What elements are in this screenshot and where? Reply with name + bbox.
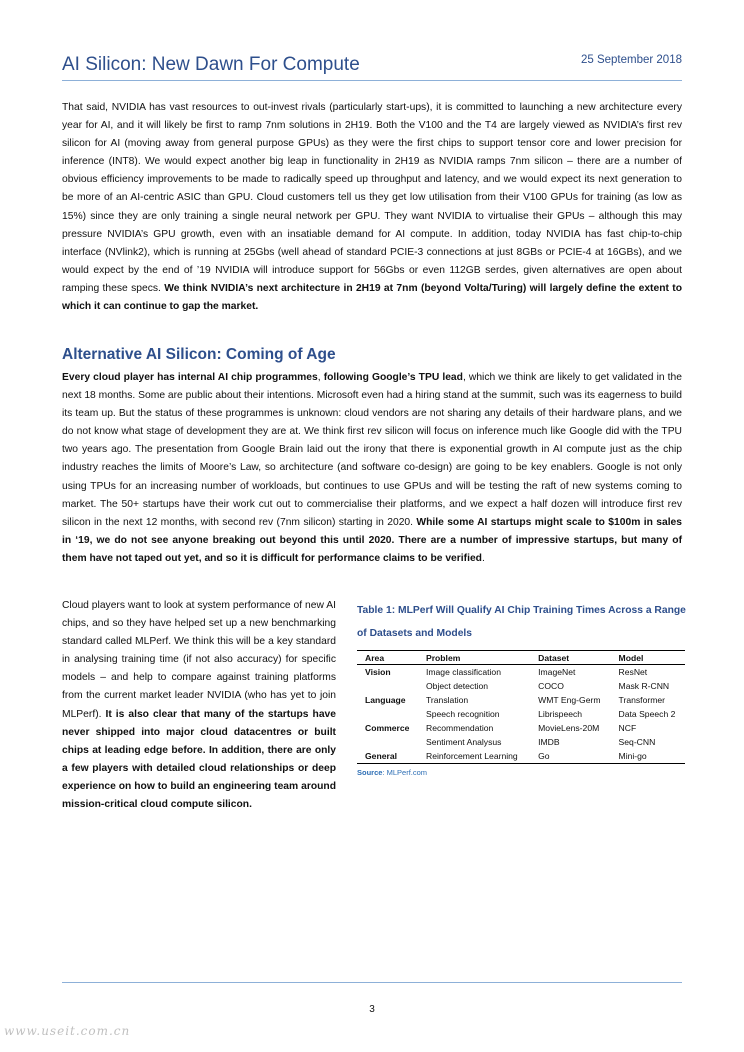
table-row bbox=[357, 721, 685, 735]
cell-problem: Recommendation bbox=[425, 723, 494, 733]
cell-dataset: Librispeech bbox=[538, 709, 583, 719]
cell-area bbox=[357, 679, 418, 693]
header-model: Model bbox=[611, 651, 685, 665]
cell-model: Data Speech 2 bbox=[618, 709, 676, 719]
cell-area: General bbox=[357, 749, 418, 764]
cell-model: Mini-go bbox=[611, 749, 685, 764]
cell-dataset: ImageNet bbox=[538, 667, 576, 677]
table-row bbox=[357, 749, 685, 764]
cell-model: Transformer bbox=[618, 695, 666, 705]
cell-model: Seq-CNN bbox=[618, 737, 656, 747]
source-value: : MLPerf.com bbox=[382, 768, 428, 777]
section-heading: Alternative AI Silicon: Coming of Age bbox=[62, 346, 336, 363]
cell-model: NCF bbox=[618, 723, 637, 733]
cell-dataset: COCO bbox=[538, 681, 564, 691]
cell-model: Mask R-CNN bbox=[618, 681, 670, 691]
cell-dataset: IMDB bbox=[538, 737, 560, 747]
report-date: 25 September 2018 bbox=[580, 54, 682, 66]
table-source bbox=[357, 768, 427, 777]
source-label: Source bbox=[357, 768, 383, 777]
report-title: AI Silicon: New Dawn For Compute bbox=[62, 54, 360, 75]
paragraph-end: . bbox=[481, 552, 485, 564]
paragraph-mlperf bbox=[62, 597, 336, 814]
paragraph-bold: It is also clear that many of the startups have never shipped into major cloud datacentres or built chips at leading edge before. In addition, there are only a few players with detailed cloud relationships or deep experience on how to build an engineering team around mission-critical cloud compute silicon. bbox=[62, 708, 337, 811]
cell-area: Commerce bbox=[365, 723, 410, 733]
paragraph-text: , which we think are likely to get validated in the next 18 months. Some are public about their intentions. Microsoft even had a hiring stand at the summit, such was its eagerness to build its team up. But the status of these programmes is unknown: cloud vendors are not sharing any details of their hardware plans, and we do not know what stage of development they are at. We think first rev silicon will focus on inference much like Google did with the TPU two years ago. The presentation from Google Brain laid out the irony that there is exponential growth in AI compute just as the chip industry reaches the limits of Moore’s Law, so architecture (and software co-design) are going to be key enablers. Google is not only using TPUs for an increasing number of workloads, but continues to use GPUs and will be testing the raft of new systems coming to market. The 50+ startups have their work cut out to commercialise their platforms, and we expect a half dozen will introduce first rev silicon in the next 12 months, with second rev (7nm silicon) starting in 2020. bbox=[62, 372, 682, 528]
mlperf-table bbox=[357, 650, 685, 764]
cell-problem: Image classification bbox=[425, 667, 501, 677]
table-row bbox=[357, 693, 685, 707]
cell-area bbox=[357, 735, 418, 749]
table-title: Table 1: MLPerf Will Qualify AI Chip Training Times Across a Range of Datasets and Models bbox=[357, 605, 686, 639]
cell-problem: Speech recognition bbox=[425, 709, 500, 719]
cell-area bbox=[357, 707, 418, 721]
table-row bbox=[357, 735, 685, 749]
header-area: Area bbox=[357, 651, 418, 665]
header-divider bbox=[62, 80, 682, 81]
paragraph-alternative-silicon bbox=[62, 369, 682, 568]
cell-dataset: MovieLens-20M bbox=[538, 723, 600, 733]
paragraph-text: That said, NVIDIA has vast resources to out-invest rivals (particularly start-ups), it is committed to launching a new architecture every year for AI, and it will likely be first to ramp 7nm solutions in 2H19. Both the V100 and the T4 are largely viewed as NVIDIA’s first rev silicon for AI (moving away from general purpose GPUs) as they were the first chips to support tensor core and lower precision for inference (INT8). We would expect another big leap in functionality in 2H19 as NVIDIA ramps 7nm silicon – there are a number of obvious efficiency improvements to be made to radically speed up throughput and latency, and we would expect its next generation to be more of an AI-centric ASIC than GPU. Cloud customers tell us they get low utilisation from their V100 GPUs for training (as low as 15%) since they are only training a single neural network per GPU. They want NVIDIA to virtualise their GPUs – although this may pressure NVIDIA’s GPU growth, even with an insatiable demand for AI compute. In addition, today NVIDIA has fast chip-to-chip interface (NVlink2), which is running at 25Gbs (well ahead of standard PCIE-3 connections at just 8GBs or PCIE-4 at 16GBs), and we would expect by the end of ’19 NVIDIA will introduce support for 56Gbs or even 112GB serdes, given alternatives are open about ramping these specs. bbox=[62, 102, 682, 294]
paragraph-bold-lead: Every cloud player has internal AI chip programmes bbox=[62, 372, 318, 383]
paragraph-bold-tpu: following Google’s TPU lead bbox=[323, 372, 463, 383]
cell-problem: Object detection bbox=[425, 681, 489, 691]
paragraph-nvidia bbox=[62, 99, 682, 316]
footer-divider bbox=[62, 982, 682, 983]
cell-problem: Reinforcement Learning bbox=[418, 749, 530, 764]
cell-problem: Translation bbox=[425, 695, 469, 705]
page-number: 3 bbox=[369, 1004, 375, 1015]
watermark: www.useit.com.cn bbox=[4, 1024, 131, 1038]
cell-dataset: Go bbox=[530, 749, 610, 764]
header-problem: Problem bbox=[418, 651, 530, 665]
header-dataset: Dataset bbox=[530, 651, 610, 665]
table-row bbox=[357, 665, 685, 680]
cell-model: ResNet bbox=[618, 667, 648, 677]
paragraph-bold: We think NVIDIA’s next architecture in 2H19 at 7nm (beyond Volta/Turing) will largely define the extent to which it can continue to gap the market. bbox=[62, 282, 683, 313]
cell-area: Vision bbox=[365, 667, 391, 677]
paragraph-text: Cloud players want to look at system performance of new AI chips, and so they have helped set up a new benchmarking standard called MLPerf. We think this will be a key standard in analysing training time (if not also accuracy) for specific models – and help to compare against training platforms from the current market leader NVIDIA (who has yet to join MLPerf). bbox=[62, 600, 336, 720]
table-row bbox=[357, 679, 685, 693]
paragraph-separator: , bbox=[317, 372, 324, 383]
cell-area: Language bbox=[365, 695, 406, 705]
cell-dataset: WMT Eng-Germ bbox=[538, 695, 601, 705]
table-row bbox=[357, 707, 685, 721]
paragraph-bold-startups: While some AI startups might scale to $100m in sales in ‘19, we do not see anyone breaking out beyond this until 2020. There are a number of impressive startups, but many of them have not taped out yet, and so it is difficult for performance claims to be verified bbox=[62, 516, 683, 564]
table-header-row bbox=[357, 651, 685, 665]
cell-problem: Sentiment Analysus bbox=[425, 737, 502, 747]
